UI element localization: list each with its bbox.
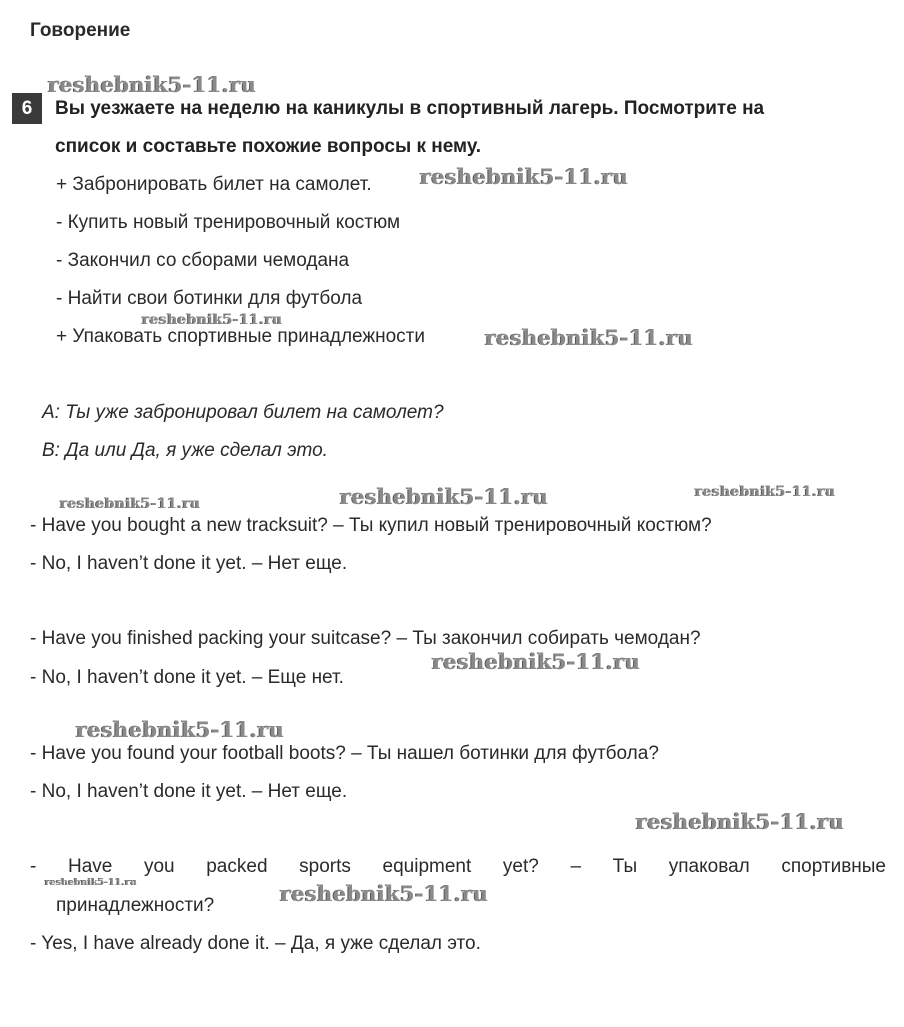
section-title: Говорение <box>30 20 131 41</box>
answer-question-4-line-2: принадлежности? <box>56 895 215 916</box>
watermark: reshebnik5-11.ru <box>340 484 549 509</box>
watermark: reshebnik5-11.ru <box>280 881 489 906</box>
list-item-1: + Забронировать билет на самолет. <box>56 174 372 195</box>
watermark: reshebnik5-11.ru <box>45 878 138 888</box>
answer-reply-1: - No, I haven’t done it yet. – Нет еще. <box>30 553 348 574</box>
task-instruction-line-1: Вы уезжаете на неделю на каникулы в спортивный лагерь. Посмотрите на <box>55 98 765 119</box>
answer-reply-4: - Yes, I have already done it. – Да, я уже сделал это. <box>30 933 481 954</box>
watermark: reshebnik5-11.ru <box>60 496 201 512</box>
list-item-4: - Найти свои ботинки для футбола <box>56 288 363 309</box>
example-question: A: Ты уже забронировал билет на самолет? <box>42 402 444 423</box>
answer-question-3: - Have you found your football boots? – Ты нашел ботинки для футбола? <box>30 743 659 764</box>
watermark: reshebnik5-11.ru <box>695 484 836 500</box>
answer-question-2: - Have you finished packing your suitcase? – Ты закончил собирать чемодан? <box>30 628 701 649</box>
example-answer: B: Да или Да, я уже сделал это. <box>42 440 328 461</box>
answer-reply-3: - No, I haven’t done it yet. – Нет еще. <box>30 781 348 802</box>
list-item-3: - Закончил со сборами чемодана <box>56 250 350 271</box>
list-item-5: + Упаковать спортивные принадлежности <box>56 326 425 347</box>
watermark: reshebnik5-11.ru <box>142 312 283 328</box>
watermark: reshebnik5-11.ru <box>432 649 641 674</box>
watermark: reshebnik5-11.ru <box>636 809 845 834</box>
answer-reply-2: - No, I haven’t done it yet. – Еще нет. <box>30 667 344 688</box>
answer-question-1: - Have you bought a new tracksuit? – Ты купил новый тренировочный костюм? <box>30 515 712 536</box>
watermark: reshebnik5-11.ru <box>76 717 285 742</box>
answer-question-4-line-1: - Have you packed sports equipment yet? – Ты упаковал спортивные <box>30 856 886 877</box>
watermark: reshebnik5-11.ru <box>48 72 257 97</box>
list-item-2: - Купить новый тренировочный костюм <box>56 212 401 233</box>
task-number-badge: 6 <box>12 93 42 124</box>
watermark: reshebnik5-11.ru <box>420 164 629 189</box>
watermark: reshebnik5-11.ru <box>485 325 694 350</box>
task-instruction-line-2: список и составьте похожие вопросы к нему. <box>55 136 482 157</box>
